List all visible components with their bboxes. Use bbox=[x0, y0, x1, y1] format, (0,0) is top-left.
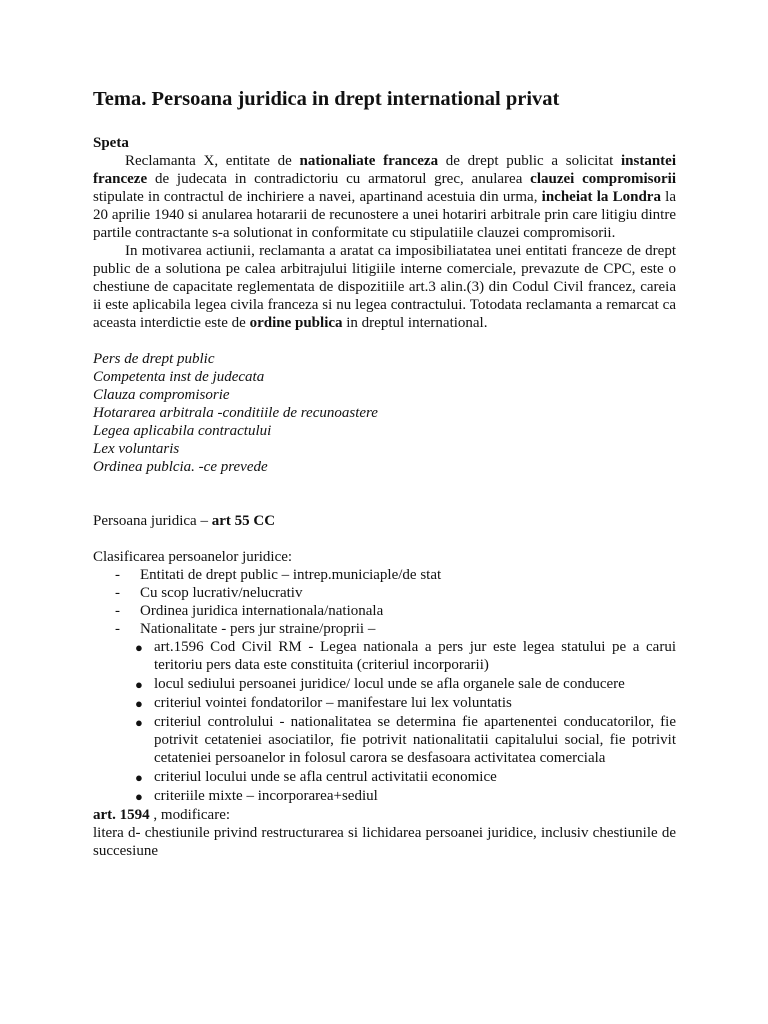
pj-line-text: Persoana juridica – bbox=[93, 513, 212, 529]
classification-item bbox=[115, 584, 676, 602]
text-run: In motivarea actiunii, reclamanta a aratat ca imposibiliatatea unei entitati franceze de drept public de a solutiona pe calea arbitrajului litigiile interne comerciale, prevazute de CPC, este o chestiune de capacitate reglementata de dispozitiile art.3 alin.(3) din Codul Civil francez, careia ii este aplicabila legea civila franceza si nu legea contractului. Totodata reclamanta a remarcat ca aceasta interdictie este de bbox=[93, 243, 676, 331]
dash-marker: - bbox=[115, 585, 120, 601]
bold-phrase: clauzei compromisorii bbox=[530, 171, 676, 187]
topic-item: Hotararea arbitrala -conditiile de recunoastere bbox=[93, 405, 378, 421]
case-paragraph-1 bbox=[93, 152, 676, 242]
criteria-item bbox=[135, 694, 676, 712]
classification-item bbox=[115, 602, 676, 620]
criteria-item bbox=[135, 713, 676, 767]
bullet-icon: ● bbox=[135, 789, 143, 804]
bullet-icon: ● bbox=[135, 715, 143, 730]
criteria-item bbox=[135, 675, 676, 693]
classification-heading: Clasificarea persoanelor juridice: bbox=[93, 549, 293, 565]
topics-list bbox=[93, 350, 676, 476]
last-paragraph: litera d- chestiunile privind restructurarea si lichidarea persoanei juridice, inclusiv chestiunile de succesiune bbox=[93, 825, 676, 859]
text-run: in dreptul international. bbox=[342, 315, 488, 331]
page-title: Tema. Persoana juridica in drept international privat bbox=[93, 88, 560, 110]
dash-marker: - bbox=[115, 567, 120, 583]
classification-item-text: Nationalitate - pers jur straine/proprii – bbox=[140, 621, 376, 637]
criteria-item-text: locul sediului persoanei juridice/ locul unde se afla organele sale de conducere bbox=[154, 676, 625, 692]
text-run: de drept public a solicitat bbox=[438, 153, 621, 169]
classification-list bbox=[93, 566, 676, 638]
text-run: la 20 aprilie 1940 si anularea hotararii de recunostere a unei hotariri arbitrale prin care litigiu dintre partile contractante s-a solutionat in conformitate cu stipulatiile clauzei compromisorii. bbox=[93, 189, 676, 241]
classification-item-text: Ordinea juridica internationala/nationala bbox=[140, 603, 384, 619]
bullet-icon: ● bbox=[135, 640, 143, 655]
pj-line bbox=[93, 512, 676, 530]
bullet-icon: ● bbox=[135, 696, 143, 711]
topic-item: Pers de drept public bbox=[93, 351, 215, 367]
document-page bbox=[93, 86, 676, 860]
criteria-item-text: criteriile mixte – incorporarea+sediul bbox=[154, 788, 378, 804]
criteria-item bbox=[135, 787, 676, 805]
criteria-item-text: criteriul controlului - nationalitatea se determina fie apartenentei conducatorilor, fie potrivit cetateniei asociatilor, fie potrivit nationalitatii capitalului social, fie potrivit cetateniei persoanelor in folosul carora se desfasoara activitatea comerciala bbox=[154, 714, 676, 766]
text-run: Reclamanta X, entitate de bbox=[125, 153, 300, 169]
art-1594-line bbox=[93, 806, 676, 824]
art-1594-label: art. 1594 bbox=[93, 807, 150, 823]
topic-item: Lex voluntaris bbox=[93, 441, 180, 457]
text-run: de judecata in contradictoriu cu armatorul grec, anularea bbox=[147, 171, 531, 187]
dash-marker: - bbox=[115, 603, 120, 619]
criteria-item-text: criteriul vointei fondatorilor – manifestare lui lex voluntatis bbox=[154, 695, 512, 711]
bullet-icon: ● bbox=[135, 677, 143, 692]
art-1594-rest: , modificare: bbox=[149, 807, 231, 823]
pj-line-article: art 55 CC bbox=[211, 513, 276, 529]
bold-phrase: nationaliate franceza bbox=[299, 153, 439, 169]
speta-heading: Speta bbox=[93, 135, 129, 151]
criteria-item bbox=[135, 638, 676, 674]
criteria-item-text: art.1596 Cod Civil RM - Legea nationala a pers jur este legea statului pe a carui teritoriu pers data este constituita (criteriul incorporarii) bbox=[154, 639, 676, 673]
case-paragraph-2 bbox=[93, 242, 676, 332]
topic-item: Ordinea publcia. -ce prevede bbox=[93, 459, 268, 475]
criteria-item bbox=[135, 768, 676, 786]
bold-phrase: instantei franceze bbox=[93, 153, 676, 187]
nationality-criteria-list bbox=[93, 638, 676, 805]
topic-item: Legea aplicabila contractului bbox=[93, 423, 272, 439]
text-run: stipulate in contractul de inchiriere a navei, apartinand acestuia din urma, bbox=[93, 189, 542, 205]
dash-marker: - bbox=[115, 621, 120, 637]
bold-phrase: ordine publica bbox=[249, 315, 343, 331]
topic-item: Competenta inst de judecata bbox=[93, 369, 265, 385]
bold-phrase: incheiat la Londra bbox=[541, 189, 661, 205]
bullet-icon: ● bbox=[135, 770, 143, 785]
classification-item bbox=[115, 620, 676, 638]
classification-item bbox=[115, 566, 676, 584]
criteria-item-text: criteriul locului unde se afla centrul activitatii economice bbox=[154, 769, 497, 785]
topic-item: Clauza compromisorie bbox=[93, 387, 230, 403]
classification-item-text: Entitati de drept public – intrep.municiaple/de stat bbox=[140, 567, 442, 583]
classification-item-text: Cu scop lucrativ/nelucrativ bbox=[140, 585, 303, 601]
